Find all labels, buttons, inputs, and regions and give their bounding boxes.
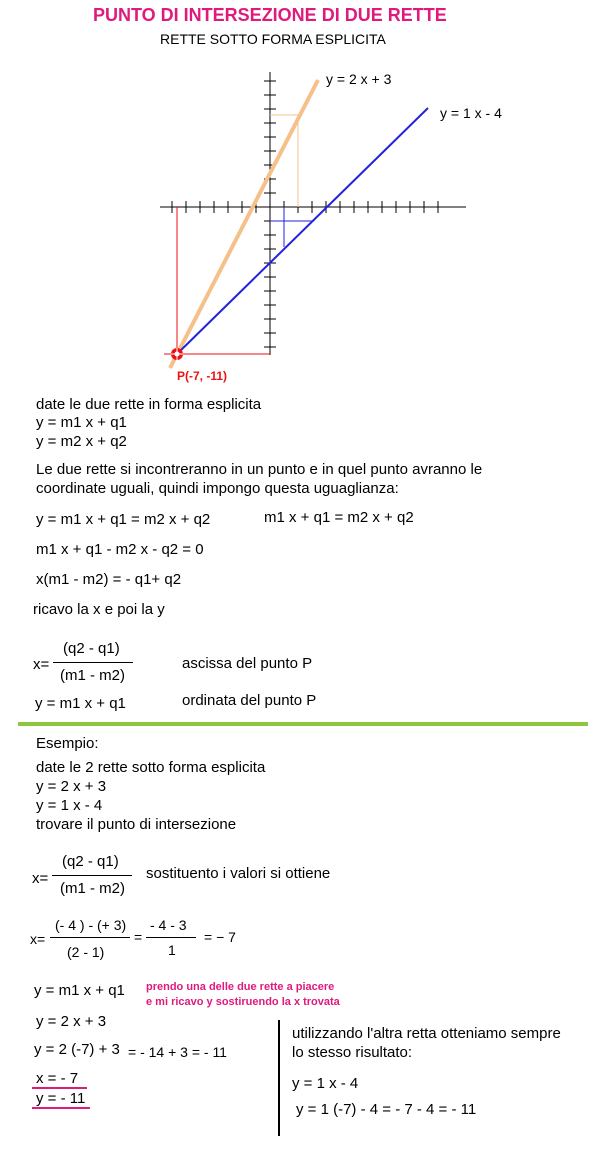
intersection-point	[171, 348, 183, 360]
y-formula: y = m1 x + q1	[35, 695, 126, 712]
example-x2-equals: =	[134, 929, 143, 945]
result-y-underline	[32, 1107, 90, 1109]
example-x2-numerator-2: - 4 - 3	[150, 917, 187, 933]
result-y: y = - 11	[36, 1090, 86, 1107]
x-formula-numerator: (q2 - q1)	[63, 640, 120, 657]
alternative-text-2: lo stesso risultato:	[292, 1044, 413, 1061]
example-x-description: sostituento i valori si ottiene	[146, 865, 331, 882]
example-x2-denominator: (2 - 1)	[67, 944, 105, 960]
theory-paragraph-2: coordinate uguali, quindi impongo questa uguaglianza:	[36, 480, 399, 497]
example-y-formula: y = m1 x + q1	[34, 982, 125, 999]
x-formula-prefix: x=	[33, 656, 50, 673]
line-2	[177, 108, 428, 354]
example-x-numerator: (q2 - q1)	[62, 853, 119, 870]
x-formula-fraction-bar	[53, 662, 133, 663]
example-x-fraction-bar	[52, 875, 132, 876]
vertical-separator	[278, 1020, 280, 1136]
y-formula-description: ordinata del punto P	[182, 692, 317, 709]
theory-line-3: y = m2 x + q2	[36, 433, 127, 450]
graph	[0, 0, 611, 390]
line-1-label: y = 2 x + 3	[326, 71, 392, 87]
example-x-denominator: (m1 - m2)	[60, 880, 125, 897]
example-y-calculation: = - 14 + 3 = - 11	[128, 1044, 227, 1060]
equation-2: m1 x + q1 - m2 x - q2 = 0	[36, 541, 204, 558]
equation-1: y = m1 x + q1 = m2 x + q2	[36, 511, 211, 528]
equation-3: x(m1 - m2) = - q1+ q2	[36, 571, 182, 588]
theory-paragraph-1: Le due rette si incontreranno in un punto e in quel punto avranno le	[36, 461, 483, 478]
section-divider	[18, 722, 588, 726]
line-1	[170, 80, 318, 368]
equation-1b: m1 x + q1 = m2 x + q2	[264, 509, 414, 526]
page-title: PUNTO DI INTERSEZIONE DI DUE RETTE	[93, 5, 447, 25]
example-x-prefix: x=	[32, 870, 49, 887]
page-subtitle: RETTE SOTTO FORMA ESPLICITA	[160, 31, 386, 47]
example-line-2: y = 2 x + 3	[36, 778, 107, 795]
example-x2-fraction-bar-2	[146, 937, 196, 938]
point-label: P(-7, -11)	[177, 369, 228, 383]
line-2-label: y = 1 x - 4	[440, 105, 502, 121]
x-formula-denominator: (m1 - m2)	[60, 667, 125, 684]
example-line-1: date le 2 rette sotto forma esplicita	[36, 759, 266, 776]
theory-line-2: y = m1 x + q1	[36, 414, 127, 431]
alternative-calculation: y = 1 (-7) - 4 = - 7 - 4 = - 11	[296, 1101, 477, 1118]
example-x2-denominator-2: 1	[168, 942, 176, 958]
example-x2-result: = − 7	[204, 929, 236, 945]
example-x2-prefix: x=	[30, 931, 46, 947]
example-heading: Esempio:	[36, 735, 99, 752]
x-formula-description: ascissa del punto P	[182, 655, 313, 672]
result-x-underline	[32, 1087, 87, 1089]
example-y-substitution: y = 2 (-7) + 3	[34, 1041, 120, 1058]
example-note-2: e mi ricavo y sostiruendo la x trovata	[146, 996, 340, 1008]
example-note-1: prendo una delle due rette a piacere	[146, 981, 335, 993]
equation-4: ricavo la x e poi la y	[33, 601, 165, 618]
example-y-line: y = 2 x + 3	[36, 1013, 107, 1030]
result-x: x = - 7	[36, 1070, 79, 1087]
example-line-4: trovare il punto di intersezione	[36, 816, 237, 833]
theory-line-1: date le due rette in forma esplicita	[36, 396, 262, 413]
example-x2-numerator: (- 4 ) - (+ 3)	[55, 917, 127, 933]
example-x2-fraction-bar	[50, 937, 130, 938]
alternative-line-eq: y = 1 x - 4	[292, 1075, 359, 1092]
alternative-text-1: utilizzando l'altra retta otteniamo sempre	[292, 1025, 561, 1042]
example-line-3: y = 1 x - 4	[36, 797, 103, 814]
